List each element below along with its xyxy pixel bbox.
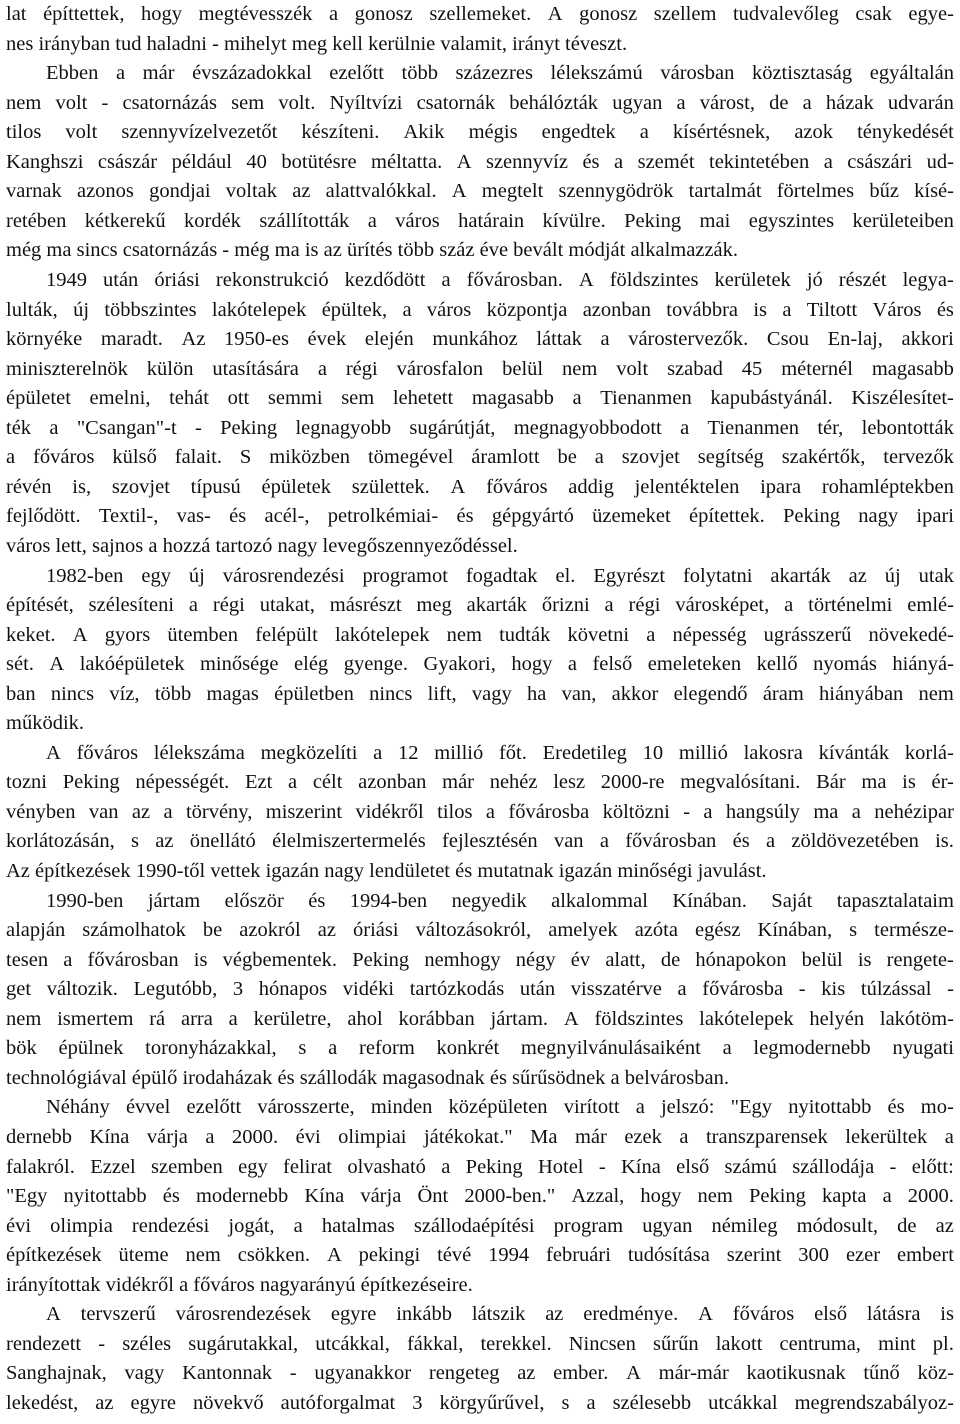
text-line: épületet emelni, tehát ott semmi sem lehetett magasabb a Tienanmen kapubástyánál. Kiszélesítet- bbox=[6, 387, 954, 410]
text-line: 1949 után óriási rekonstrukció kezdődött a fővárosban. A földszintes kerületek jó részét legya- bbox=[46, 268, 954, 291]
text-line: Az építkezések 1990-től vettek igazán nagy lendületet és mutatnak igazán minőségi javulást. bbox=[6, 860, 767, 882]
text-line: nes irányban tud haladni - mihelyt meg kell kerülnie valamit, irányt téveszt. bbox=[6, 32, 628, 55]
text-line: bök épülnek toronyházakkal, s a reform konkrét megnyilvánulásaiként a legmodernebb nyugati bbox=[6, 1037, 954, 1060]
text-line: varnak azonos gondjai voltak az alattvalókkal. A megtelt szennygödrök tartalmát förtelmes bűz kísé- bbox=[6, 180, 954, 203]
text-line: fejlődött. Textil-, vas- és acél-, petrolkémiai- és gépgyártó üzemeket építettek. Peking nagy ipari bbox=[6, 505, 954, 528]
text-line: get változik. Legutóbb, 3 hónapos vidéki tartózkodás után visszatérve a fővárosba - kis túlzással - bbox=[6, 978, 954, 1001]
text-line: 1982-ben egy új városrendezési programot fogadtak el. Egyrészt folytatni akarták az új utak bbox=[46, 564, 954, 587]
text-line: Ebben a már évszázadokkal ezelőtt több százezres lélekszámú városban köztisztaság egyáltalán bbox=[46, 62, 954, 85]
text-line: nem ismertem rá arra a kerületre, ahol korábban jártam. A földszintes lakótelepek helyén lakótöm- bbox=[6, 1007, 954, 1030]
text-line: A főváros lélekszáma megközelíti a 12 millió főt. Eredetileg 10 millió lakosra kívánták korlá- bbox=[46, 741, 954, 764]
text-line: lekedést, az egyre növekvő autóforgalmat 3 körgyűrűvel, s a szélesebb utcákkal megrendszabályoz- bbox=[6, 1391, 954, 1414]
text-line: keket. A gyors ütemben felépült lakótelepek nem tudták követni a népesség ugrásszerű növekedé- bbox=[6, 623, 954, 646]
text-line: falakról. Ezzel szemben egy felirat olvasható a Peking Hotel - Kína első számú szállodája - előtt: bbox=[6, 1155, 954, 1178]
text-line: Sanghajnak, vagy Kantonnak - ugyanakkor rengeteg az ember. A már-már kaotikusnak tűnő köz- bbox=[6, 1362, 954, 1385]
text-line: retében kétkerekű kordék szállították a város határain kívülre. Peking mai egyszintes kerületeiben bbox=[6, 209, 954, 232]
text-line: miniszterelnök külön utasítására a régi városfalon belül nem volt szabad 45 méternél magasabb bbox=[6, 357, 954, 380]
text-line: irányítottak vidékről a főváros nagyarányú építkezéseire. bbox=[6, 1273, 473, 1296]
text-line: Néhány évvel ezelőtt városszerte, minden középületen virított a jelszó: "Egy nyitottabb és mo- bbox=[46, 1096, 954, 1119]
text-line: tozni Peking népességét. Ezt a célt azonban már nehéz lesz 2000-re megvalósítani. Bár ma is ér- bbox=[6, 771, 954, 794]
text-line: technológiával épülő irodaházak és szállodák magasodnak és sűrűsödnek a belvárosban. bbox=[6, 1066, 729, 1089]
text-line: ban nincs víz, több magas épületben nincs lift, vagy ha van, akkor elegendő áram hiányában nem bbox=[6, 682, 954, 705]
text-line: város lett, sajnos a hozzá tartozó nagy levegőszennyeződéssel. bbox=[6, 534, 518, 557]
text-line: rendezett - széles sugárutakkal, utcákkal, fákkal, terekkel. Nincsen sűrűn lakott centruma, mint pl. bbox=[6, 1332, 954, 1355]
text-line: 1990-ben jártam először és 1994-ben negyedik alkalommal Kínában. Saját tapasztalataim bbox=[46, 889, 954, 912]
text-line: nem volt - csatornázás sem volt. Nyíltvízi csatornák behálózták ugyan a várost, de a házak udvarán bbox=[6, 91, 954, 114]
text-line: tesen a fővárosban is végbementek. Peking nemhogy négy év alatt, de hónapokon belül is rengete- bbox=[6, 948, 954, 971]
text-line: révén is, szovjet típusú épületek születtek. A főváros addig jelentéktelen ipara rohamléptekben bbox=[6, 475, 954, 498]
text-line: ték a "Csangan"-t - Peking legnagyobb sugárútját, megnagyobbodott a Tienanmen tér, lebontották bbox=[6, 416, 954, 439]
text-line: építését, szélesíteni a régi utakat, másrészt meg akarták őrizni a régi városképet, a történelmi emlé- bbox=[6, 594, 954, 616]
text-line: vényben van az a törvény, miszerint vidékről tilos a fővárosba költözni - a hangsúly ma a nehézipar bbox=[6, 800, 954, 823]
text-line: tilos volt szennyvízelvezetőt készíteni. Akik mégis engedtek a kísértésnek, azok ténykedését bbox=[6, 121, 954, 144]
text-line: évi olimpia rendezési jogát, a hatalmas szállodaépítési program ugyan némileg módosult, de az bbox=[6, 1214, 954, 1237]
text-line: alapján számolhatok be azokról az óriási változásokról, amelyek azóta egész Kínában, s természe- bbox=[6, 919, 954, 942]
text-line: lat építtettek, hogy megtévesszék a gonosz szellemeket. A gonosz szellem tudvalevőleg csak egye- bbox=[6, 3, 954, 25]
text-line: sét. A lakóépületek minősége elég gyenge. Gyakori, hogy a felső emeleteken kellő nyomás hiányá- bbox=[6, 653, 954, 676]
text-line: dernebb Kína várja a 2000. évi olimpiai játékokat." Ma már ezek a transzparensek lekerültek a bbox=[6, 1125, 954, 1148]
text-line: még ma sincs csatornázás - még ma is az ürítés több száz éve bevált módját alkalmazzák. bbox=[6, 239, 739, 262]
text-line: környéke maradt. Az 1950-es évek elején munkához láttak a várostervezők. Csou En-laj, akkori bbox=[6, 328, 954, 351]
text-line: építkezések üteme nem csökken. A pekingi tévé 1994 februári tudósítása szerint 300 ezer embert bbox=[6, 1244, 954, 1267]
text-line: korlátozásán, s az önellátó élelmiszertermelés fejlesztésén van a fővárosban és a zöldövezetében is. bbox=[6, 830, 954, 853]
text-line: a főváros külső falait. S miközben tömegével áramlott be a szovjet segítség szakértők, tervezők bbox=[6, 446, 954, 469]
text-line: működik. bbox=[6, 712, 85, 735]
text-line: A tervszerű városrendezések egyre inkább látszik az eredménye. A főváros első látásra is bbox=[46, 1303, 954, 1326]
text-line: Kanghszi császár például 40 botütésre méltatta. A szennyvíz és a szemét tekintetében a császári ud- bbox=[6, 150, 954, 173]
text-line: lulták, új többszintes lakótelepek épültek, a város központja azonban továbbra is a Tiltott Város és bbox=[6, 298, 954, 321]
text-line: "Egy nyitottabb és modernebb Kína várja Önt 2000-ben." Azzal, hogy nem Peking kapta a 2000. bbox=[6, 1185, 954, 1207]
